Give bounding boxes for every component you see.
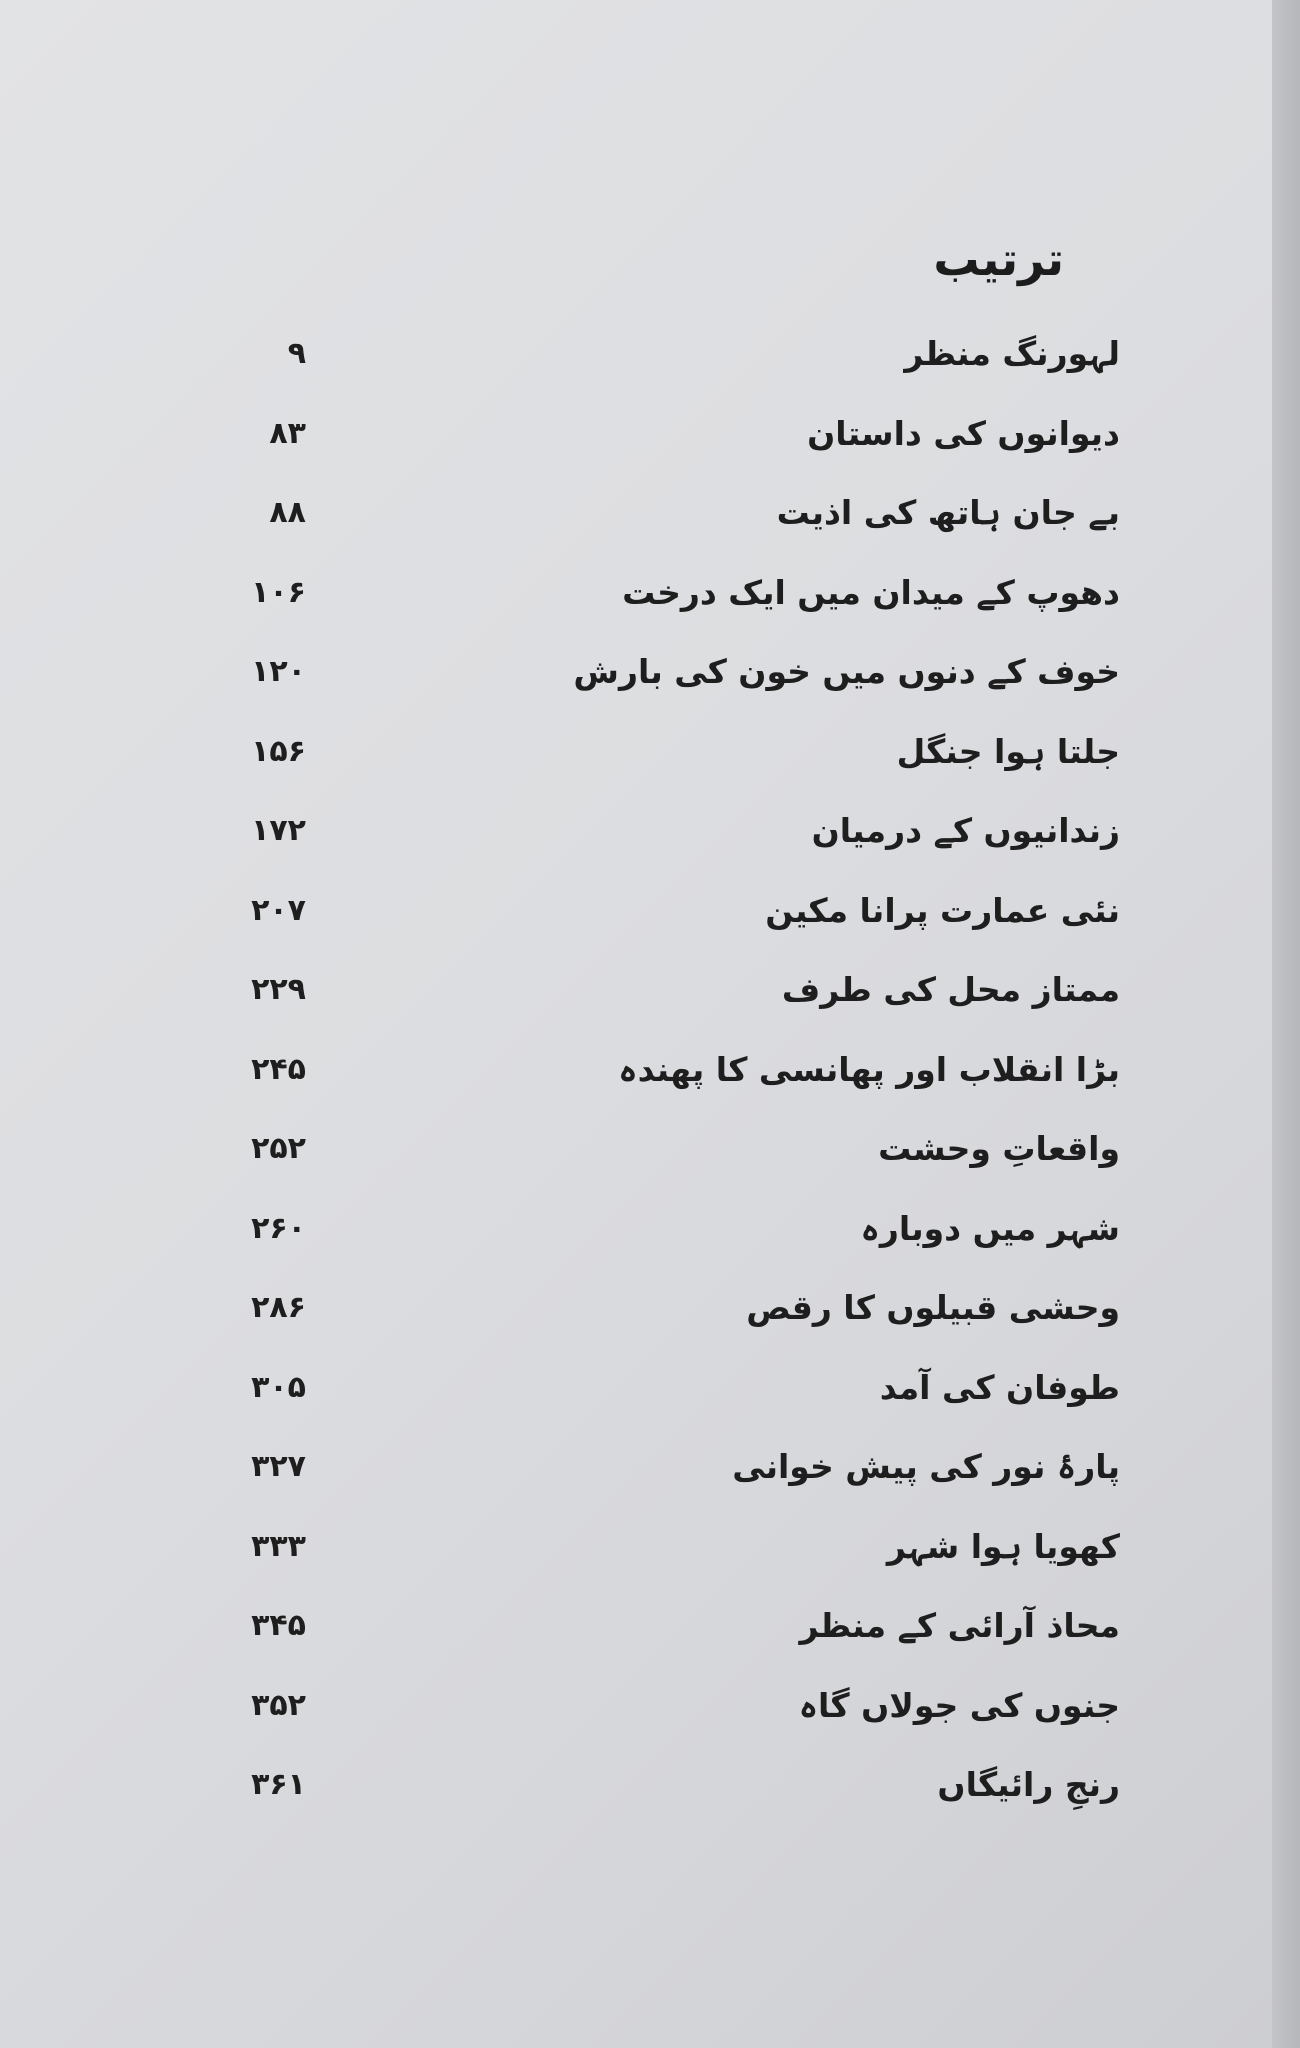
toc-entry (0, 1519, 1272, 1575)
toc-entry (0, 803, 1272, 859)
toc-entry (0, 565, 1272, 621)
toc-entry (0, 406, 1272, 462)
toc-entry-title: کھویا ہوا شہر (886, 1526, 1120, 1566)
page-edge (1272, 0, 1300, 2048)
toc-entry (0, 1678, 1272, 1734)
toc-entry-page-number: ۱۵۶ (251, 733, 306, 769)
toc-entry (0, 1042, 1272, 1098)
toc-entry-title: خوف کے دنوں میں خون کی بارش (573, 652, 1120, 691)
toc-entry-page-number: ۸۳ (269, 415, 306, 451)
toc-entry (0, 326, 1272, 382)
toc-entry (0, 724, 1272, 780)
toc-entry-title: واقعاتِ وحشت (878, 1129, 1120, 1168)
toc-entry-title: لہورنگ منظر (904, 334, 1120, 373)
toc-entry-title: بڑا انقلاب اور پھانسی کا پھندہ (618, 1049, 1120, 1089)
toc-entry-page-number: ۳۳۳ (251, 1528, 306, 1564)
toc-entry (0, 1201, 1272, 1257)
toc-entry-page-number: ۱۰۶ (251, 574, 306, 610)
toc-entry-title: بے جان ہاتھ کی اذیت (776, 493, 1120, 532)
toc-entry (0, 1439, 1272, 1495)
toc-entry-page-number: ۳۵۲ (251, 1687, 306, 1723)
toc-entry-page-number: ۱۷۲ (251, 813, 306, 848)
toc-entry-page-number: ۳۶۱ (251, 1767, 306, 1802)
toc-entry-page-number: ۲۶۰ (251, 1210, 306, 1246)
toc-entry-title: ممتاز محل کی طرف (781, 970, 1120, 1009)
toc-entry-page-number: ۲۸۶ (251, 1290, 306, 1325)
toc-entry-title: دھوپ کے میدان میں ایک درخت (622, 572, 1120, 612)
toc-entry (0, 962, 1272, 1018)
toc-entry (0, 485, 1272, 541)
toc-entry-title: نئی عمارت پرانا مکین (765, 890, 1120, 930)
toc-entry-title: جلتا ہوا جنگل (896, 731, 1120, 771)
toc-entry (0, 883, 1272, 939)
toc-entry-title: طوفان کی آمد (879, 1367, 1120, 1407)
toc-entry-page-number: ۳۰۵ (251, 1369, 306, 1405)
toc-entry-title: دیوانوں کی داستان (807, 413, 1120, 453)
toc-entry-page-number: ۸۸ (269, 495, 306, 530)
toc-entry (0, 1121, 1272, 1177)
toc-entry-page-number: ۲۰۷ (251, 892, 306, 928)
toc-entry-title: پارۂ نور کی پیش خوانی (732, 1447, 1120, 1486)
toc-entry (0, 1360, 1272, 1416)
toc-entry-title: شہر میں دوبارہ (860, 1208, 1120, 1248)
toc-entry (0, 644, 1272, 700)
toc-entry-page-number: ۳۴۵ (251, 1608, 306, 1643)
toc-entry-title: زندانیوں کے درمیان (811, 811, 1120, 850)
toc-entry-title: جنوں کی جولاں گاہ (798, 1685, 1120, 1725)
toc-entry-page-number: ۳۲۷ (251, 1449, 306, 1484)
toc-entry-title: رنجِ رائیگاں (937, 1765, 1120, 1804)
toc-entry-page-number: ۱۲۰ (251, 654, 306, 689)
toc-entry (0, 1280, 1272, 1336)
toc-heading: ترتیب (933, 232, 1064, 286)
toc-entry-page-number: ۲۵۲ (251, 1131, 306, 1166)
toc-entry-page-number: ۲۴۵ (251, 1051, 306, 1087)
toc-entry (0, 1598, 1272, 1654)
toc-entry-title: وحشی قبیلوں کا رقص (746, 1288, 1120, 1327)
toc-entry (0, 1757, 1272, 1813)
toc-entry-page-number: ۲۲۹ (251, 972, 306, 1007)
toc-entry-title: محاذ آرائی کے منظر (799, 1606, 1120, 1645)
toc-entry-page-number: ۹ (287, 336, 306, 371)
